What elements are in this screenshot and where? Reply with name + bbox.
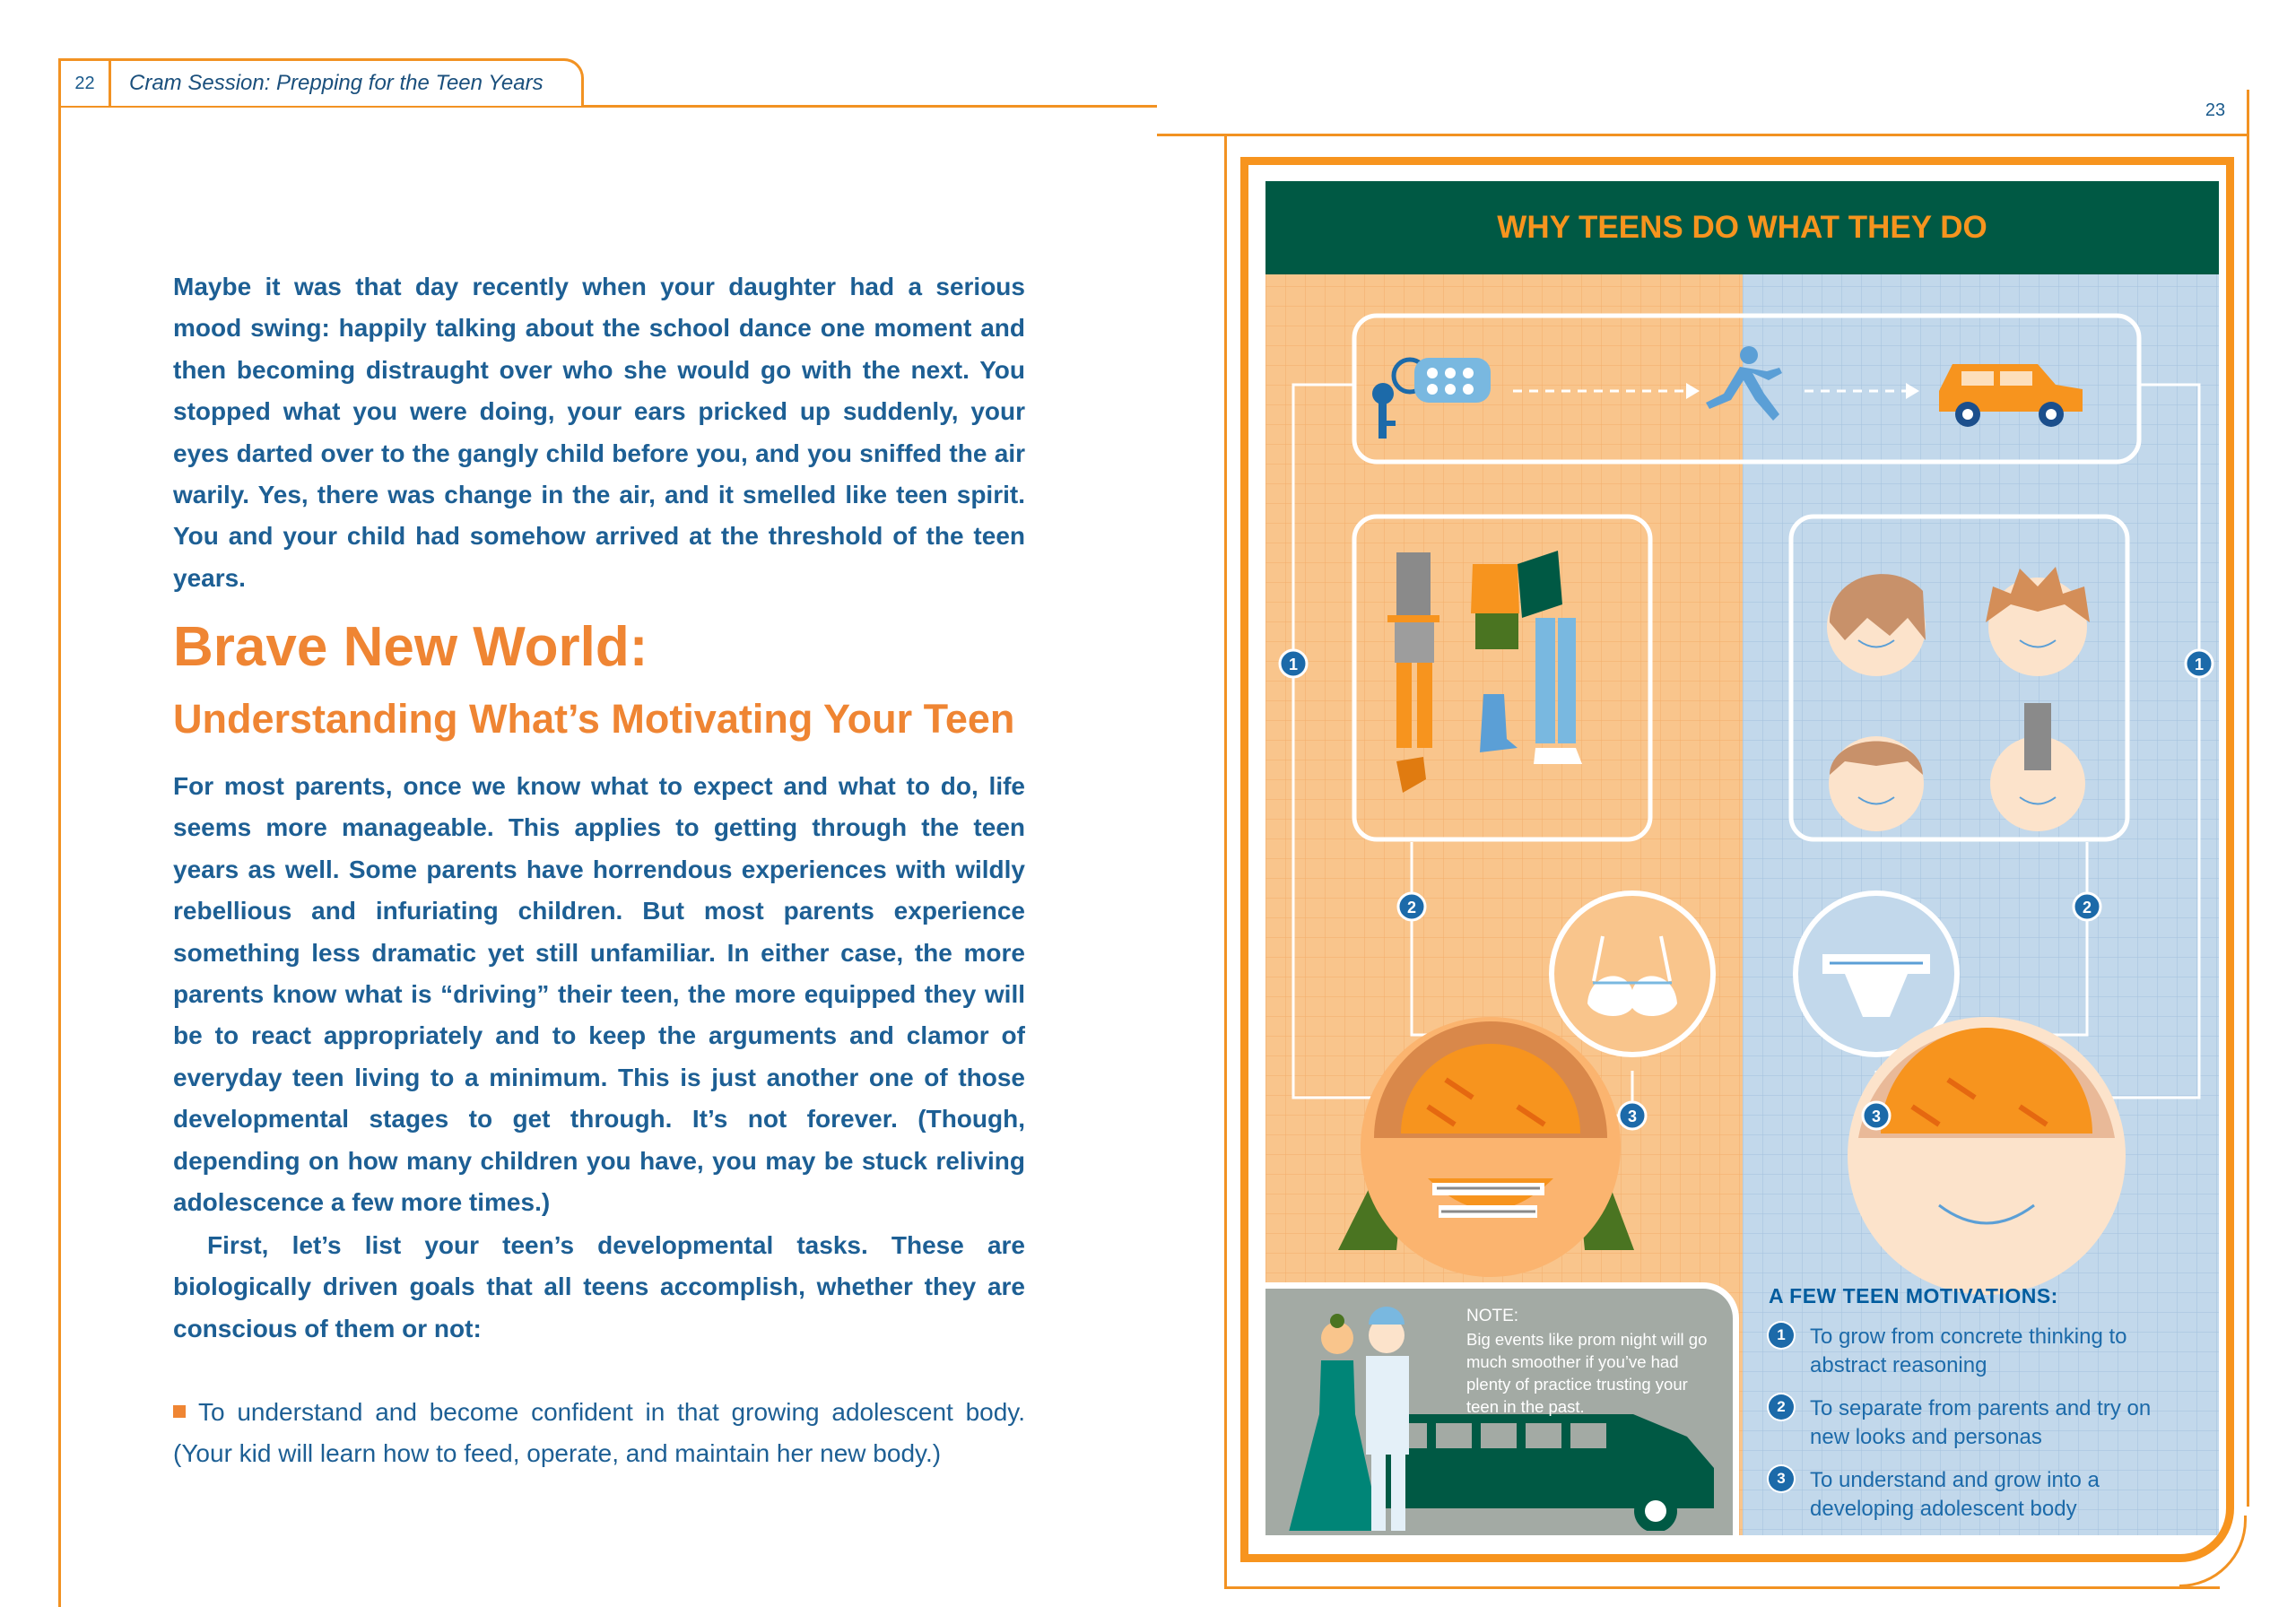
note-text: Big events like prom night will go much smoother if you’ve had plenty of practice trusting your teen in the past. bbox=[1466, 1330, 1708, 1416]
motivation-number-badge: 3 bbox=[1769, 1466, 1794, 1491]
page-number-left: 22 bbox=[61, 61, 111, 106]
motivation-item bbox=[1769, 1394, 2190, 1452]
motivation-item bbox=[1769, 1466, 2190, 1524]
right-top-rule bbox=[1157, 134, 2247, 136]
running-head: Cram Session: Prepping for the Teen Years bbox=[129, 71, 544, 95]
page-number-right: 23 bbox=[2205, 100, 2226, 120]
right-edge-rule bbox=[2247, 90, 2249, 1507]
motivation-number-badge: 2 bbox=[1769, 1394, 1794, 1420]
svg-text:3: 3 bbox=[1627, 1108, 1638, 1125]
motivations-list bbox=[1769, 1284, 2190, 1524]
arrow-head-2 bbox=[1906, 383, 1919, 399]
svg-text:1: 1 bbox=[1288, 656, 1299, 673]
keys-icon bbox=[1372, 358, 1491, 439]
motivation-text: To separate from parents and try on new looks and personas bbox=[1810, 1396, 2152, 1449]
intro-paragraph: Maybe it was that day recently when your daughter had a serious mood swing: happily talking about the school dance one moment and then becoming distraught over who she would go with the next. You stopped what you were doing, your ears pricked up suddenly, your eyes darted over to the gangly child before you, and you sniffed the air warily. Yes, there was change in the air, and it smelled like teen spirit. You and your child had somehow arrived at the threshold of the teen years. bbox=[173, 273, 1025, 592]
callout-badge-left-3 bbox=[1619, 1102, 1646, 1129]
teen-heads-icons bbox=[1827, 567, 2090, 831]
infographic bbox=[1240, 157, 2234, 1562]
svg-text:3: 3 bbox=[1871, 1108, 1882, 1125]
section-title: Brave New World: bbox=[173, 616, 648, 678]
running-person-icon bbox=[1706, 346, 1782, 421]
callout-badge-right-2 bbox=[2074, 893, 2100, 920]
bullet-item bbox=[173, 1392, 1025, 1475]
motivation-number-badge: 1 bbox=[1769, 1323, 1794, 1348]
callout-badge-right-3 bbox=[1863, 1102, 1890, 1129]
note-label: NOTE: bbox=[1466, 1307, 1519, 1325]
girl-face-icon bbox=[1338, 1017, 1634, 1277]
car-icon bbox=[1939, 364, 2083, 427]
svg-text:2: 2 bbox=[1406, 899, 1417, 916]
motivation-text: To understand and grow into a developing adolescent body bbox=[1810, 1468, 2100, 1521]
motivation-text: To grow from concrete thinking to abstract reasoning bbox=[1810, 1325, 2127, 1377]
infographic-title: WHY TEENS DO WHAT THEY DO bbox=[1497, 210, 1987, 245]
running-head-tab bbox=[58, 58, 584, 106]
bullet-text: To understand and become confident in that growing adolescent body. (Your kid will learn how to feed, operate, and maintain her new body.) bbox=[173, 1398, 1025, 1468]
bra-circle bbox=[1552, 893, 1713, 1055]
section-subtitle: Understanding What’s Motivating Your Teen bbox=[173, 696, 1015, 742]
left-margin-rule bbox=[58, 105, 61, 1607]
bullet-square-icon bbox=[173, 1405, 186, 1418]
clothing-icons bbox=[1387, 551, 1582, 793]
left-connector-1 bbox=[1293, 385, 1374, 1098]
motivations-heading: A FEW TEEN MOTIVATIONS: bbox=[1769, 1284, 2058, 1307]
boy-face-icon bbox=[1848, 1017, 2126, 1295]
note-panel bbox=[1265, 1282, 1739, 1535]
svg-text:2: 2 bbox=[2082, 899, 2092, 916]
callout-badge-left-1 bbox=[1280, 650, 1307, 677]
arrow-head-1 bbox=[1686, 383, 1700, 399]
tasks-paragraph: First, let’s list your teen’s developmental tasks. These are biologically driven goals that all teens accomplish, whether they are conscious of them or not: bbox=[173, 1231, 1025, 1342]
svg-text:1: 1 bbox=[2194, 656, 2205, 673]
right-connector-1 bbox=[2109, 385, 2199, 1098]
motivation-item bbox=[1769, 1323, 2190, 1380]
right-bottom-rule bbox=[1224, 1586, 2220, 1589]
callout-badge-left-2 bbox=[1398, 893, 1425, 920]
right-margin-rule bbox=[1224, 136, 1227, 1589]
callout-badge-right-1 bbox=[2186, 650, 2213, 677]
main-paragraph: For most parents, once we know what to expect and what to do, life seems more manageable. This applies to getting through the teen years as well. Some parents have horrendous experiences with wildly rebellious and infuriating children. But most parents experience something less dramatic yet still unfamiliar. In either case, the more parents know what is “driving” their teen, the more equipped they will be to react appropriately and to keep the arguments and clamor of everyday teen living to a minimum. This is just another one of those developmental stages to get through. It’s not forever. (Though, depending on how many children you have, you may be stuck reliving adolescence a few more times.) bbox=[173, 772, 1025, 1217]
